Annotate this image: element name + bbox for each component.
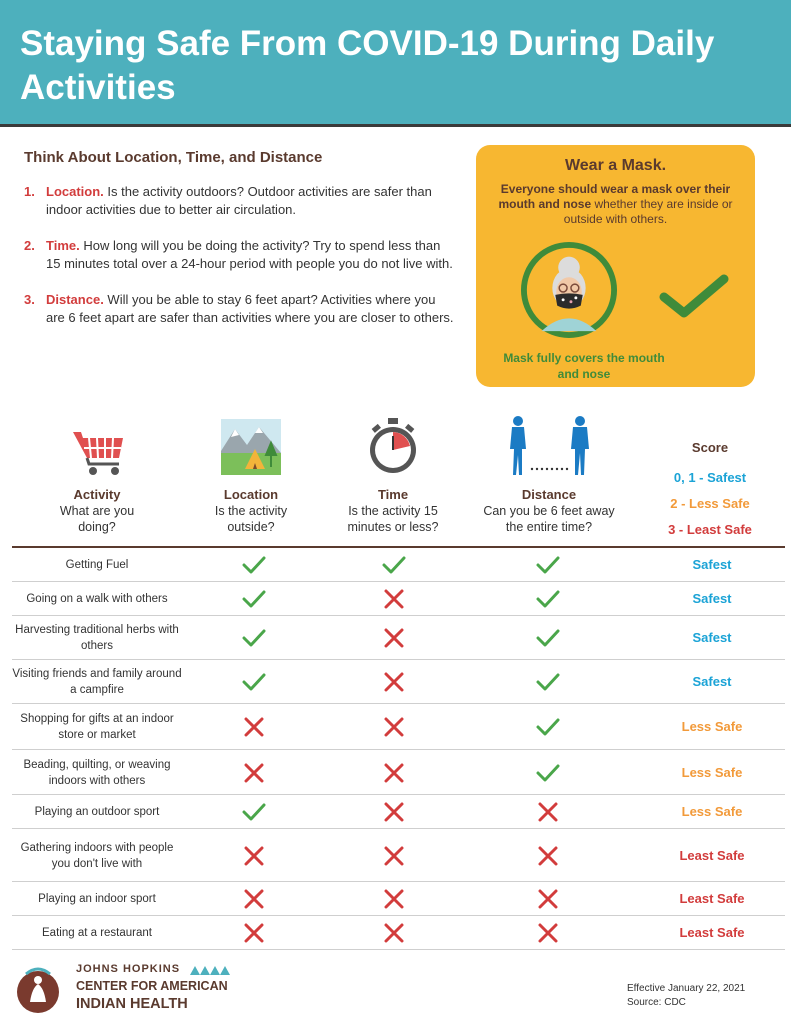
source-note: Source: CDC: [627, 997, 686, 1008]
table-row: [12, 704, 785, 750]
tip-text: Will you be able to stay 6 feet apart? Activities where you are 6 feet apart are safer than activities where you are closer to others.: [46, 292, 454, 325]
column-subtitle: What are you doing?: [59, 504, 135, 534]
cross-icon: [381, 716, 407, 738]
org-line-3: INDIAN HEALTH: [76, 996, 188, 1012]
column-title: Location: [223, 487, 279, 502]
activity-name: Beading, quilting, or weaving indoors with others: [23, 758, 171, 787]
organization-logo: [12, 962, 64, 1014]
cross-icon: [381, 762, 407, 784]
cross-icon: [535, 801, 561, 823]
cross-icon: [381, 922, 407, 944]
score-badge: Safest: [692, 557, 732, 572]
score-badge: Least Safe: [679, 925, 745, 940]
score-badge: Safest: [692, 674, 732, 689]
effective-date: Effective January 22, 2021: [627, 983, 746, 994]
score-badge: Least Safe: [679, 891, 745, 906]
page-title: Staying Safe From COVID-19 During Daily Activities: [20, 24, 715, 107]
check-icon: [535, 588, 561, 610]
score-legend-less-safe: 2 - Less Safe: [670, 496, 750, 511]
check-icon: [658, 273, 730, 319]
table-row: [12, 882, 785, 916]
table-row: [12, 829, 785, 882]
cross-icon: [241, 762, 267, 784]
column-title: Distance: [521, 487, 577, 502]
tip-keyword: Location.: [46, 184, 104, 199]
org-line-1: JOHNS HOPKINS: [76, 963, 181, 975]
column-header-distance: [474, 487, 624, 535]
column-header-location: [196, 487, 306, 535]
check-icon: [535, 762, 561, 784]
check-icon: [241, 588, 267, 610]
table-row: [12, 795, 785, 829]
cross-icon: [381, 627, 407, 649]
score-legend-safest: 0, 1 - Safest: [673, 470, 747, 485]
mask-bold-text: Everyone should wear a mask over their mouth and nose: [498, 182, 731, 211]
table-row: [12, 660, 785, 704]
check-icon: [241, 627, 267, 649]
activity-name: Harvesting traditional herbs with others: [15, 624, 179, 652]
masked-elder-icon: [520, 241, 618, 339]
tip-number: 2.: [24, 238, 35, 253]
column-subtitle: Is the activity outside?: [214, 504, 288, 534]
org-line-2: CENTER FOR AMERICAN: [76, 979, 228, 993]
tip-distance: [24, 291, 454, 327]
cross-icon: [381, 888, 407, 910]
tip-number: 1.: [24, 184, 35, 199]
check-icon: [535, 716, 561, 738]
section-title: Think About Location, Time, and Distance: [24, 149, 323, 166]
check-icon: [241, 671, 267, 693]
cross-icon: [381, 671, 407, 693]
cross-icon: [381, 588, 407, 610]
table-row: [12, 582, 785, 616]
tip-keyword: Time.: [46, 238, 80, 253]
header-banner: [0, 0, 791, 127]
check-icon: [535, 554, 561, 576]
cross-icon: [241, 845, 267, 867]
shopping-cart-icon: [69, 426, 127, 478]
column-subtitle: Is the activity 15 minutes or less?: [347, 504, 439, 534]
mask-text: [486, 182, 745, 227]
cross-icon: [535, 888, 561, 910]
cross-icon: [241, 922, 267, 944]
check-icon: [241, 801, 267, 823]
table-row: [12, 750, 785, 795]
stopwatch-icon: [366, 416, 420, 476]
mask-title: Wear a Mask.: [564, 157, 667, 174]
column-title: Time: [377, 487, 409, 502]
tip-text: Is the activity outdoors? Outdoor activities are safer than indoor activities due to better air circulation.: [46, 184, 432, 217]
tip-location: [24, 183, 454, 219]
score-legend: [640, 440, 780, 543]
activity-name: Playing an outdoor sport: [34, 806, 160, 818]
check-icon: [241, 554, 267, 576]
score-badge: Safest: [692, 591, 732, 606]
activity-name: Playing an indoor sport: [38, 893, 156, 905]
check-icon: [535, 671, 561, 693]
column-subtitle: Can you be 6 feet away the entire time?: [483, 504, 615, 534]
activity-name: Eating at a restaurant: [42, 927, 152, 939]
activity-name: Getting Fuel: [65, 559, 129, 571]
mask-caption: Mask fully covers the mouth and nose: [503, 351, 665, 381]
mask-callout: [476, 145, 755, 387]
column-header-activity: [42, 487, 152, 535]
check-icon: [381, 554, 407, 576]
activity-name: Visiting friends and family around a campfire: [12, 668, 182, 696]
mountains-icon: [190, 965, 230, 975]
column-title: Activity: [73, 487, 121, 502]
check-icon: [535, 627, 561, 649]
activity-name: Going on a walk with others: [26, 593, 168, 605]
table-row: [12, 916, 785, 950]
tip-number: 3.: [24, 292, 35, 307]
cross-icon: [535, 922, 561, 944]
score-badge: Less Safe: [681, 719, 743, 734]
cross-icon: [381, 801, 407, 823]
score-badge: Less Safe: [681, 764, 743, 780]
cross-icon: [381, 845, 407, 867]
tips-list: [24, 183, 454, 345]
column-header-time: [336, 487, 450, 535]
table-row: [12, 616, 785, 660]
score-badge: Safest: [692, 630, 732, 645]
campsite-icon: [221, 419, 281, 475]
tip-time: [24, 237, 454, 273]
mask-rest-text: whether they are inside or outside with others.: [563, 197, 733, 226]
cross-icon: [241, 888, 267, 910]
effective-note: [627, 982, 745, 1010]
score-legend-title: Score: [691, 440, 729, 455]
table-row: [12, 548, 785, 582]
activity-name: Gathering indoors with people you don't live with: [20, 841, 174, 870]
tip-keyword: Distance.: [46, 292, 104, 307]
score-badge: Least Safe: [679, 847, 745, 863]
people-distance-icon: [504, 413, 596, 477]
score-legend-least-safe: 3 - Least Safe: [668, 522, 752, 537]
score-badge: Less Safe: [681, 804, 743, 819]
cross-icon: [241, 716, 267, 738]
tip-text: How long will you be doing the activity? Try to spend less than 15 minutes total over a 24-hour period with people you do not live with.: [46, 238, 453, 271]
activity-name: Shopping for gifts at an indoor store or market: [20, 713, 174, 741]
cross-icon: [535, 845, 561, 867]
